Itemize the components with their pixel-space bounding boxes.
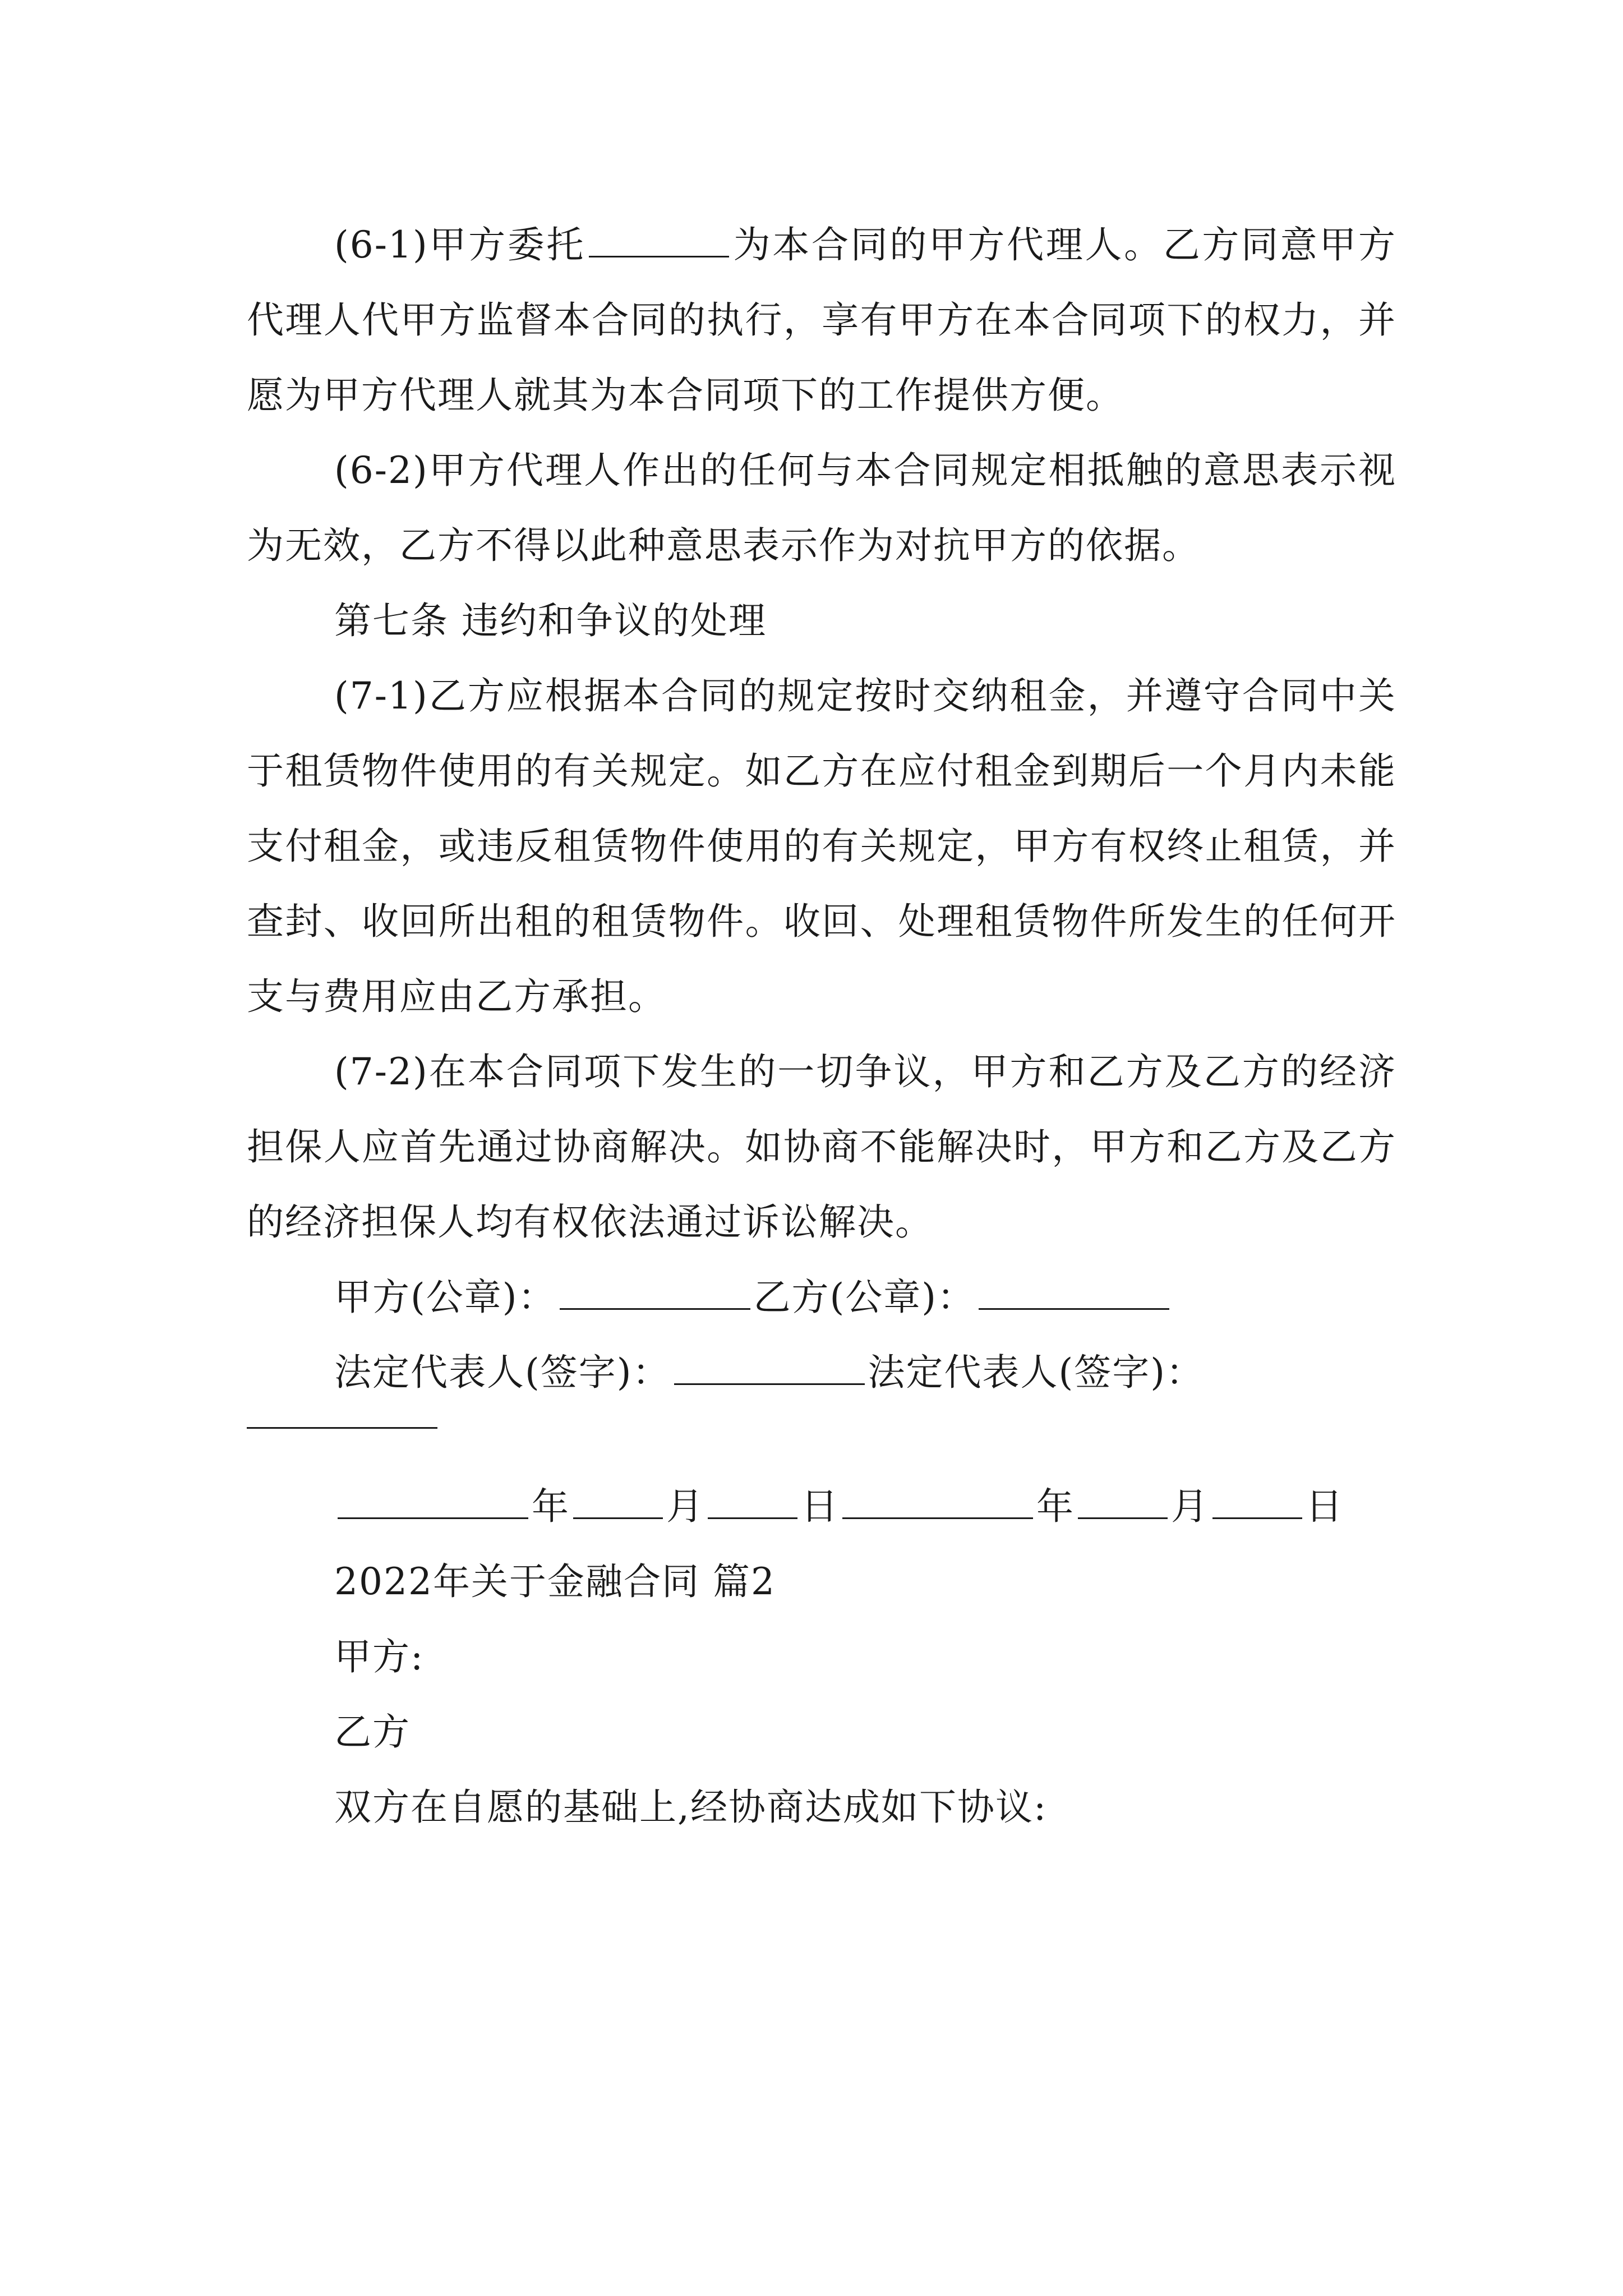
clause-7-1: (7-1)乙方应根据本合同的规定按时交纳租金，并遵守合同中关于租赁物件使用的有关规定。如乙方在应付租金到期后一个月内未能支付租金，或违反租赁物件使用的有关规定，甲方有权终止租赁，并查封、收回所出租的租赁物件。收回、处理租赁物件所发生的任何开支与费用应由乙方承担。 [247,674,1396,1018]
year-label-a: 年 [532,1485,570,1528]
document-page [247,208,1396,1845]
party-a-seal-blank[interactable] [560,1278,750,1310]
party-b-month-blank[interactable] [1078,1487,1168,1519]
party-a-rep-label: 法定代表人(签字)： [334,1351,671,1394]
date-line [247,1469,1396,1544]
party-a-day-blank[interactable] [708,1487,797,1519]
agreement-intro: 双方在自愿的基础上,经协商达成如下协议: [334,1786,1048,1829]
month-label-b: 月 [1171,1485,1209,1528]
day-label-b: 日 [1306,1485,1344,1528]
party-a-label: 甲方: [334,1635,425,1678]
party-b-day-blank[interactable] [1212,1487,1302,1519]
seal-line [247,1260,1396,1335]
party-b-rep-label: 法定代表人(签字)： [868,1351,1204,1394]
party-a-month-blank[interactable] [573,1487,663,1519]
party-a-seal-label: 甲方(公章)： [334,1276,556,1319]
clause-6-1-text: 为本合同的甲方代理人。乙方同意甲方代理人代甲方监督本合同的执行，享有甲方在本合同项下的权力，并愿为甲方代理人就其为本合同项下的工作提供方便。 [247,223,1397,417]
section-2-title: 2022年关于金融合同 篇2 [334,1560,776,1603]
party-b-rep-blank[interactable] [247,1427,437,1429]
party-b-seal-blank[interactable] [979,1278,1169,1310]
party-a-rep-blank[interactable] [674,1353,865,1385]
year-label-b: 年 [1036,1485,1075,1528]
legal-rep-line [247,1335,1396,1410]
article-7-title: 第七条 违约和争议的处理 [334,599,767,642]
clause-6-1-lead: (6-1)甲方委托 [334,223,586,266]
party-b-label: 乙方 [334,1710,411,1754]
party-a-year-blank[interactable] [338,1487,528,1519]
month-label-a: 月 [666,1485,704,1528]
clause-7-2: (7-2)在本合同项下发生的一切争议，甲方和乙方及乙方的经济担保人应首先通过协商解决。如协商不能解决时，甲方和乙方及乙方的经济担保人均有权依法通过诉讼解决。 [247,1050,1396,1244]
party-b-year-blank[interactable] [842,1487,1033,1519]
clause-6-1 [247,208,1396,433]
clause-6-2: (6-2)甲方代理人作出的任何与本合同规定相抵触的意思表示视为无效，乙方不得以此种意思表示作为对抗甲方的依据。 [247,449,1396,567]
agent-name-blank[interactable] [589,226,729,257]
party-b-seal-label: 乙方(公章)： [753,1276,975,1319]
day-label-a: 日 [801,1485,839,1528]
